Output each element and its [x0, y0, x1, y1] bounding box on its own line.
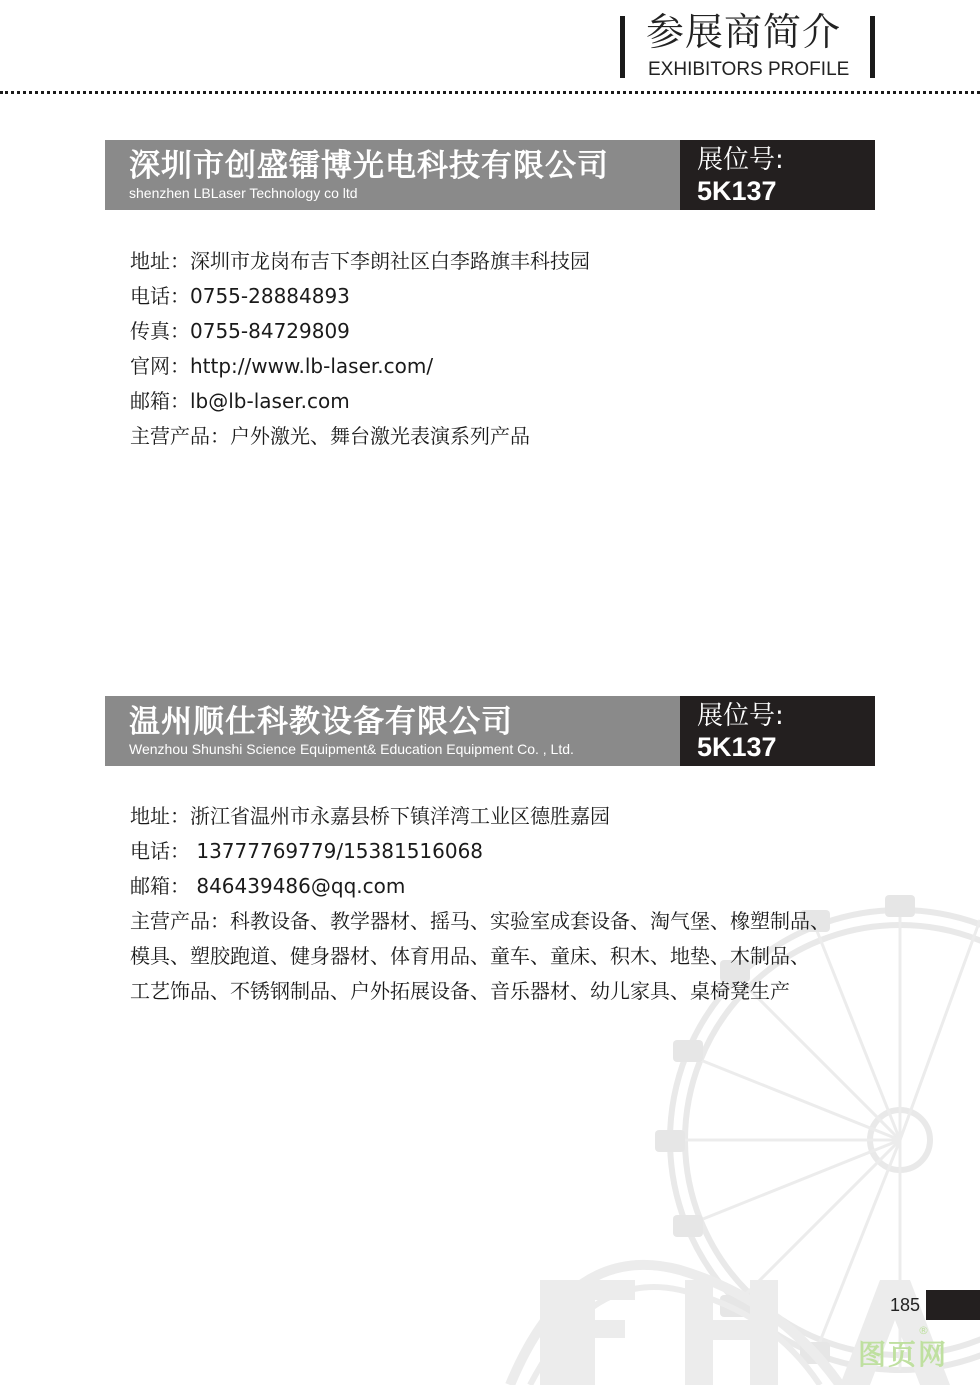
page-tab	[926, 1290, 980, 1320]
products-line: 工艺饰品、不锈钢制品、户外拓展设备、音乐器材、幼儿家具、桌椅凳生产	[130, 979, 790, 1003]
phone-line: 电话： 13777769779/15381516068	[130, 839, 484, 863]
booth-label: 展位号:	[697, 701, 784, 731]
header-bar-right	[870, 16, 875, 78]
phone-line: 电话：0755-28884893	[130, 284, 350, 308]
dotted-divider	[0, 91, 980, 94]
booth-box	[680, 696, 875, 766]
company-name-cn: 深圳市创盛镭博光电科技有限公司	[129, 148, 609, 184]
company-name-en: shenzhen LBLaser Technology co ltd	[129, 185, 358, 201]
page-number: 185	[890, 1295, 921, 1315]
email-line: 邮箱： 846439486@qq.com	[130, 874, 406, 898]
exhibitor-info	[130, 799, 870, 1009]
products-line: 主营产品：户外激光、舞台激光表演系列产品	[130, 424, 530, 448]
company-name-cn: 温州顺仕科教设备有限公司	[129, 704, 513, 740]
booth-number: 5K137	[697, 176, 777, 206]
email-line: 邮箱：lb@lb-laser.com	[130, 389, 350, 413]
exhibitor-banner	[105, 140, 875, 210]
site-logo: 图页网	[858, 1338, 949, 1371]
company-name-box	[105, 696, 680, 766]
registered-mark: ®	[918, 1324, 929, 1337]
page-title: 参展商简介	[646, 10, 842, 54]
exhibitor-banner	[105, 696, 875, 766]
products-line: 主营产品：科教设备、教学器材、摇马、实验室成套设备、淘气堡、橡塑制品、	[130, 909, 830, 933]
website-line: 官网：http://www.lb-laser.com/	[130, 354, 434, 378]
company-name-en: Wenzhou Shunshi Science Equipment& Education Equipment Co. , Ltd.	[129, 741, 574, 757]
address-line: 地址：浙江省温州市永嘉县桥下镇洋湾工业区德胜嘉园	[130, 804, 610, 828]
company-name-box	[105, 140, 680, 210]
header-bar-left	[620, 16, 625, 78]
address-line: 地址：深圳市龙岗布吉下李朗社区白李路旗丰科技园	[130, 249, 590, 273]
booth-box	[680, 140, 875, 210]
fax-line: 传真：0755-84729809	[130, 319, 350, 343]
page-subtitle: EXHIBITORS PROFILE	[648, 59, 850, 80]
booth-label: 展位号:	[697, 145, 784, 175]
exhibitor-info	[130, 244, 870, 454]
booth-number: 5K137	[697, 732, 777, 762]
products-line: 模具、塑胶跑道、健身器材、体育用品、童车、童床、积木、地垫、木制品、	[130, 944, 810, 968]
